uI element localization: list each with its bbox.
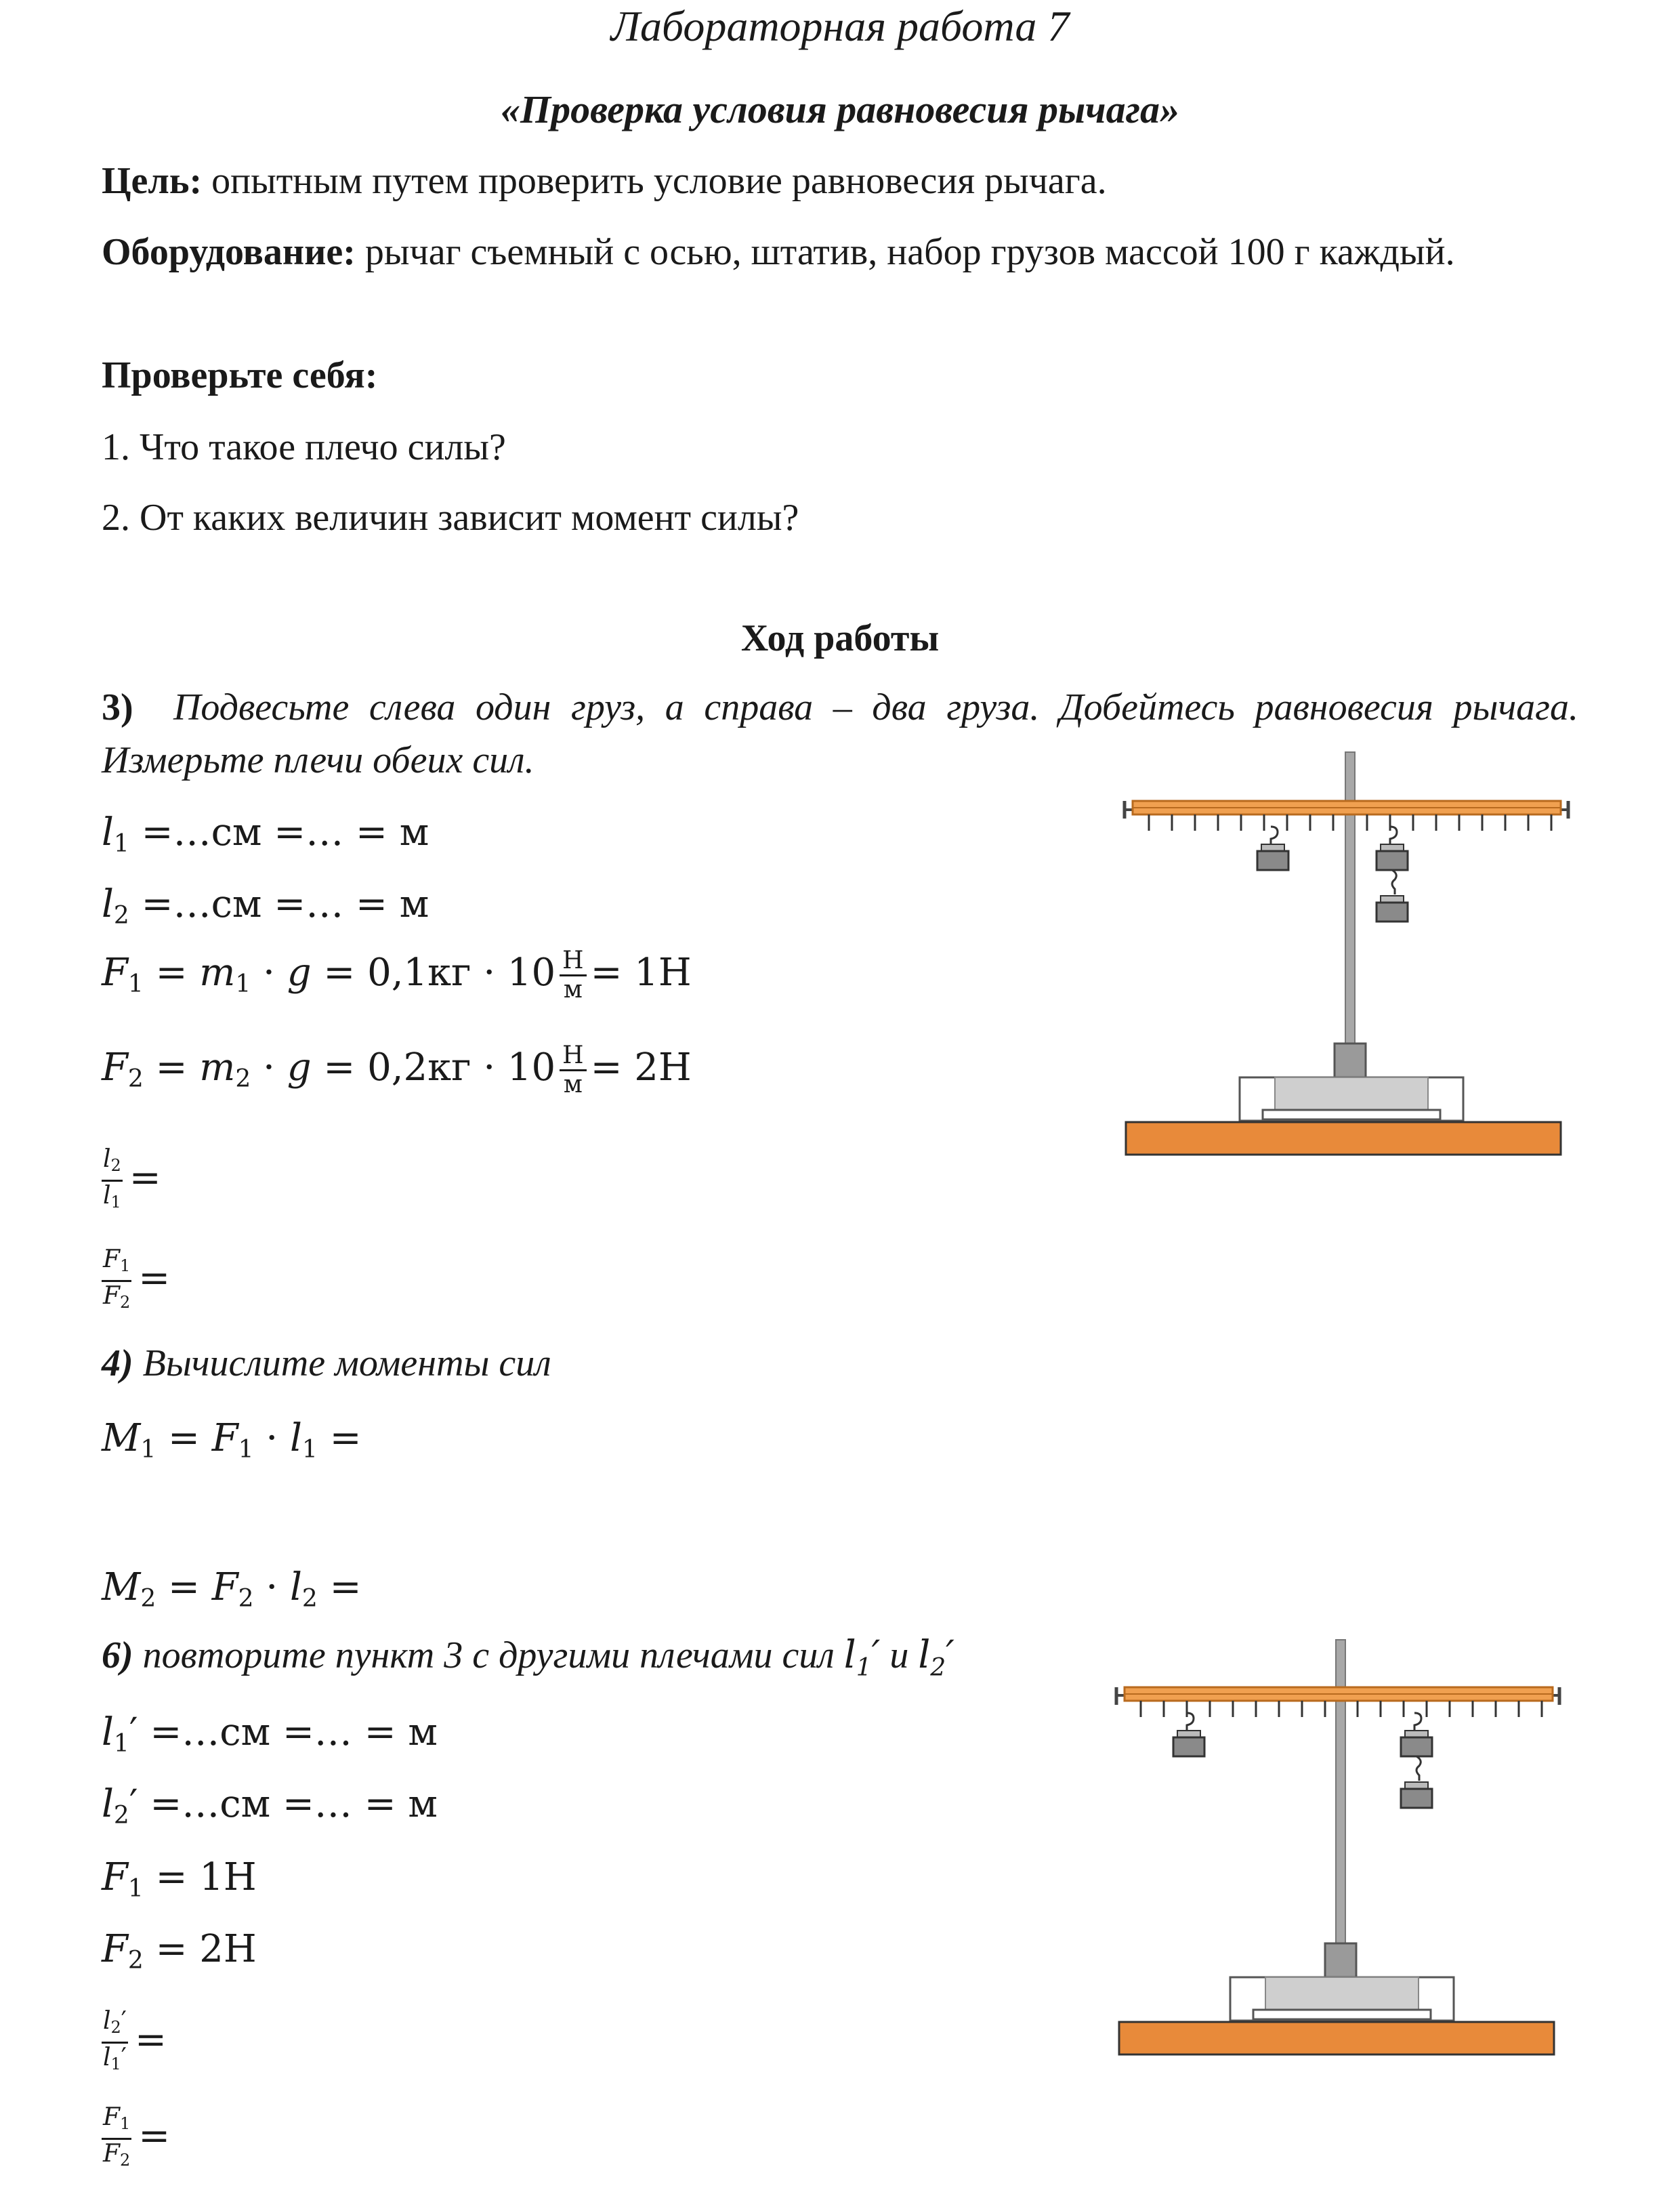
step6-number: 6) xyxy=(102,1634,133,1676)
eq-l2-prime: $l_2'$ =…см =… = м xyxy=(102,1782,438,1830)
eq-m1-value: = xyxy=(329,1416,362,1460)
goal-text: опытным путем проверить условие равновесия рычага. xyxy=(202,160,1107,202)
weight-right-2 xyxy=(1377,870,1408,922)
eq-f1-given: $F_1 = 1Н$ xyxy=(102,1855,257,1903)
eq-l2-value: =…см =… = м xyxy=(141,882,429,926)
weight-left-2 xyxy=(1173,1713,1204,1756)
lab-subtitle: «Проверка условия равновесия рычага» xyxy=(500,87,1180,131)
eq-f1-mid: = 0,1кг · 10 xyxy=(323,951,556,995)
goal-line xyxy=(102,159,1107,203)
goal-label: Цель: xyxy=(102,160,203,202)
stand-base-2 xyxy=(1119,1943,1554,2054)
step3-instruction xyxy=(102,686,1578,729)
step3-text: Подвесьте слева один груз, а справа – два груза. Добейтесь равновесия рычага. xyxy=(173,686,1579,728)
eq-l1-prime-value: =…см =… = м xyxy=(150,1710,438,1754)
weight-right-1 xyxy=(1377,827,1408,870)
lever-figure-2 xyxy=(1111,1633,1572,2060)
eq-m2: $M_2 = F_2 \cdot l_2$ = xyxy=(102,1565,362,1613)
unit-denominator: м xyxy=(560,974,586,1004)
step6-text: повторите пункт 3 с другими плечами сил xyxy=(142,1634,835,1676)
step3-text-2: Измерьте плечи обеих сил. xyxy=(102,739,534,781)
eq-f1: $F_1 = m_1 \cdot g = 0,1кг \cdot 10$ $\frac{Н}{м}$ = 1Н xyxy=(102,947,692,1004)
step4-number: 4) xyxy=(102,1342,133,1384)
eq-f2-given-value: = 2Н xyxy=(155,1927,257,1971)
ratio-f1-f2: $\frac{F_1}{F_2}$ = xyxy=(102,1245,170,1317)
stand-rod xyxy=(1345,752,1355,1044)
check-question-1: 1. Что такое плечо силы? xyxy=(102,426,506,468)
check-question-2: 2. От каких величин зависит момент силы? xyxy=(102,497,799,539)
step4-instruction xyxy=(102,1342,551,1385)
lever-figure-1 xyxy=(1118,745,1578,1165)
eq-l2-prime-value: =…см =… = м xyxy=(150,1782,438,1826)
procedure-heading: Ход работы xyxy=(740,617,940,659)
step3-number: 3) xyxy=(102,686,133,728)
check-heading: Проверьте себя: xyxy=(102,354,378,396)
equipment-line xyxy=(102,230,1455,274)
step6-instruction: 6) повторите пункт 3 с другими плечами сил $l_1'$ и $l_2'$ xyxy=(102,1633,954,1682)
stand-base xyxy=(1126,1044,1561,1155)
weight-left xyxy=(1257,827,1288,870)
eq-m2-value: = xyxy=(329,1565,362,1609)
eq-m1: $M_1 = F_1 \cdot l_1$ = xyxy=(102,1416,362,1464)
eq-l1: $l_1$ =…см =… = м xyxy=(102,810,429,858)
unit-numerator-2: Н xyxy=(562,1041,584,1069)
step6-and: и xyxy=(889,1634,909,1676)
eq-f2-given: $F_2 = 2Н$ xyxy=(102,1927,257,1975)
unit-denominator-2: м xyxy=(560,1069,586,1098)
step4-text: Вычислите моменты сил xyxy=(142,1342,551,1384)
unit-numerator: Н xyxy=(562,947,584,974)
equipment-text: рычаг съемный с осью, штатив, набор грузов массой 100 г каждый. xyxy=(355,231,1455,273)
eq-f1-end: = 1Н xyxy=(590,951,692,995)
eq-l1-value: =…см =… = м xyxy=(141,810,429,854)
ratio-f1-f2-2: $\frac{F_1}{F_2}$ = xyxy=(102,2103,170,2174)
weight-right-3 xyxy=(1401,1713,1432,1756)
eq-l2: $l_2$ =…см =… = м xyxy=(102,882,429,930)
equipment-label: Оборудование: xyxy=(102,231,356,273)
lab-title: Лабораторная работа 7 xyxy=(610,2,1070,50)
weight-right-4 xyxy=(1401,1756,1432,1808)
eq-f2-mid: = 0,2кг · 10 xyxy=(323,1046,556,1090)
eq-f2: $F_2 = m_2 \cdot g = 0,2кг \cdot 10$ $\frac{Н}{м}$ = 2Н xyxy=(102,1041,692,1098)
ratio-l2p-l1p: $\frac{l_2'}{l_1'}$ = xyxy=(102,2007,167,2078)
eq-f1-given-value: = 1Н xyxy=(155,1855,257,1899)
ratio-l2-l1: $\frac{l_2}{l_1}$ = xyxy=(102,1145,161,1216)
eq-f2-end: = 2Н xyxy=(590,1046,692,1090)
eq-l1-prime: $l_1'$ =…см =… = м xyxy=(102,1710,438,1758)
